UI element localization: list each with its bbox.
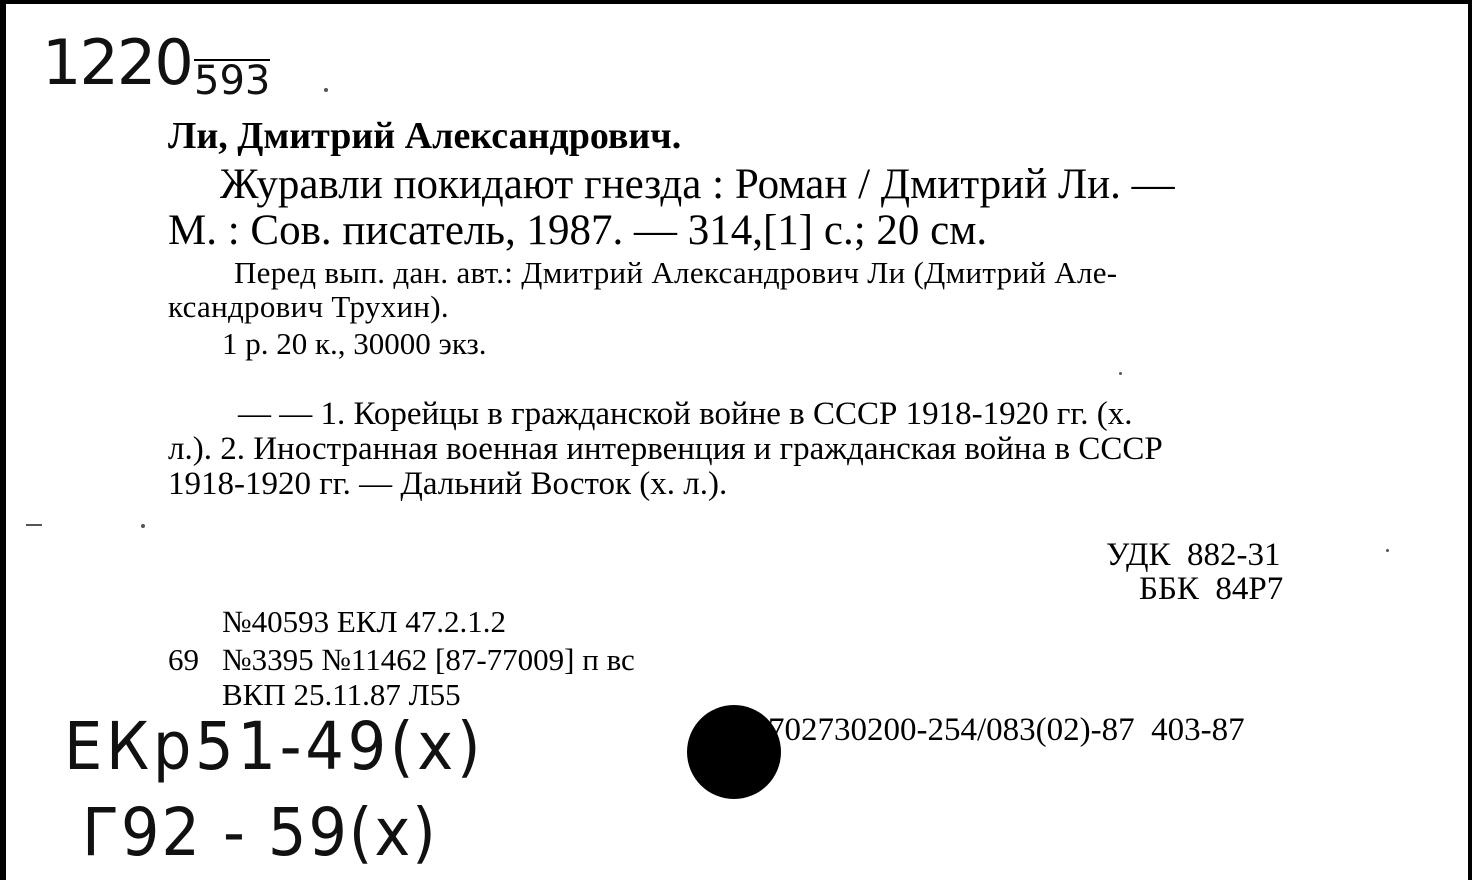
title-statement: Журавли покидают гнезда : Роман / Дмитрий Ли. — [220, 161, 1175, 208]
handwritten-accession-number [42, 26, 192, 99]
scan-speck [324, 88, 328, 92]
author-heading: Ли, Дмитрий Александрович. [168, 115, 682, 157]
subjects-line-1: — — 1. Корейцы в гражданской войне в СССР 1918-1920 гг. (х. [238, 396, 1133, 432]
scan-speck [141, 524, 145, 528]
price-copies: 1 р. 20 к., 30000 экз. [222, 326, 487, 361]
record-prefix: 69 [168, 642, 199, 677]
handwritten-shelfmark-2: Г92 - 59(х) [82, 794, 438, 871]
scan-speck [26, 524, 42, 526]
punch-hole [687, 705, 781, 799]
imprint-statement: М. : Сов. писатель, 1987. — 314,[1] с.; 20 см. [168, 207, 988, 254]
accession-main: 1220 [42, 26, 192, 99]
scan-speck [1386, 549, 1389, 552]
note-line-1: Перед вып. дан. авт.: Дмитрий Александрович Ли (Дмитрий Але- [234, 255, 1118, 290]
scan-speck [1119, 372, 1122, 375]
record-line-3: ВКП 25.11.87 Л55 [222, 677, 461, 712]
note-line-2: ксандрович Трухин). [168, 289, 449, 324]
handwritten-accession-sub: 593 [194, 58, 271, 104]
bbk-code: ББК 84Р7 [1139, 571, 1284, 607]
record-line-1: №40593 ЕКЛ 47.2.1.2 [222, 604, 506, 639]
code-line: 702730200-254/083(02)-87 403-87 [768, 712, 1245, 748]
subjects-line-3: 1918-1920 гг. — Дальний Восток (х. л.). [168, 466, 728, 502]
record-line-2: №3395 №11462 [87-77009] п вс [222, 642, 635, 677]
handwritten-shelfmark-1: ЕКр51-49(х) [64, 708, 485, 785]
subjects-line-2: л.). 2. Иностранная военная интервенция и гражданская война в СССР [168, 431, 1163, 467]
udk-code: УДК 882-31 [1106, 537, 1281, 573]
